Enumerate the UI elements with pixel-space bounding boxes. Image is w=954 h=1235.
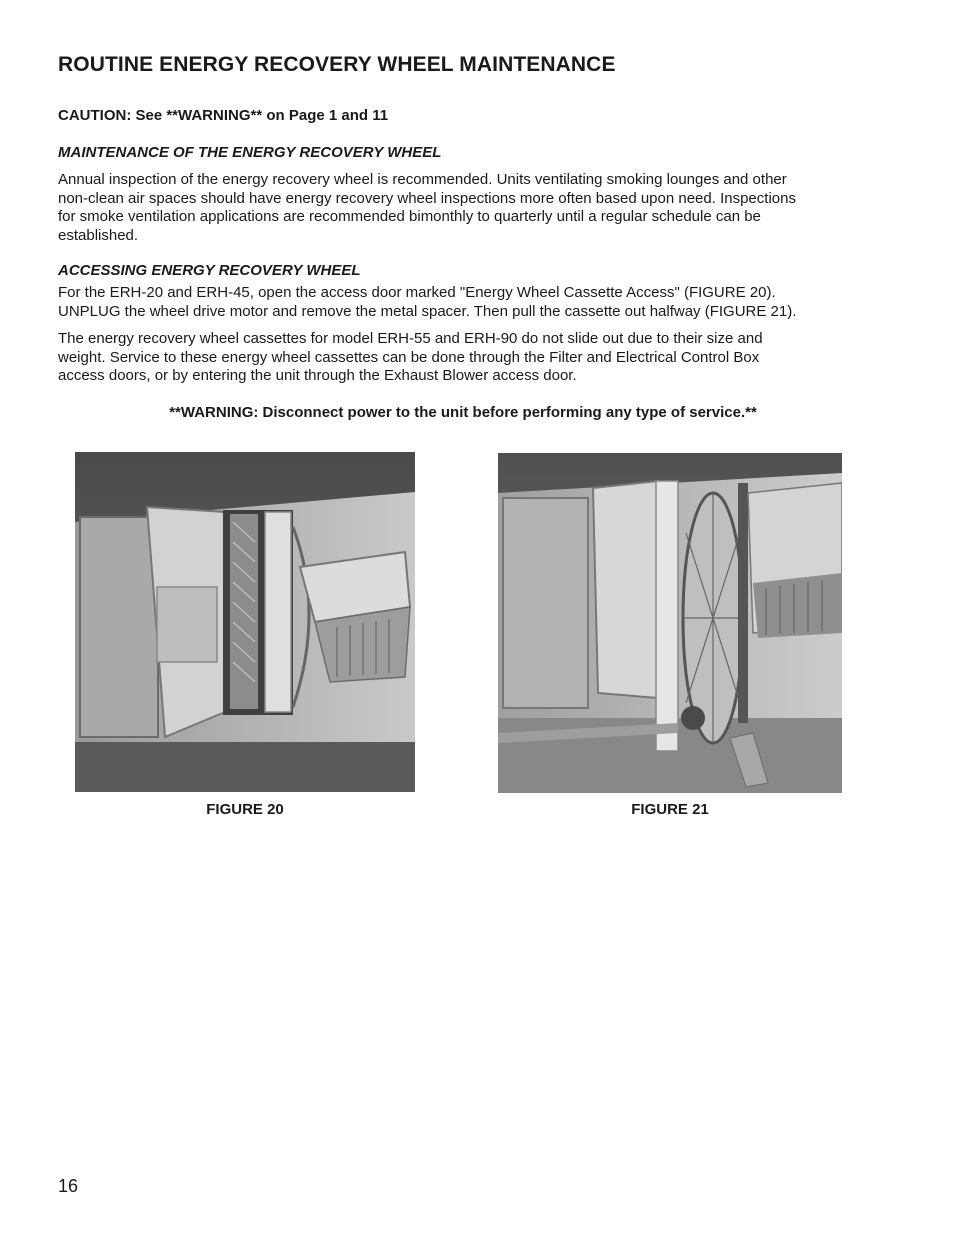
page-title: ROUTINE ENERGY RECOVERY WHEEL MAINTENANCE (58, 53, 616, 76)
figure-21-photo (498, 453, 842, 793)
service-warning: **WARNING: Disconnect power to the unit before performing any type of service.** (169, 404, 757, 421)
accessing-line: access doors, or by entering the unit through the Exhaust Blower access door. (58, 367, 577, 385)
figure-20-caption: FIGURE 20 (206, 801, 284, 818)
maintenance-line: non-clean air spaces should have energy recovery wheel inspections more often based upon need. Inspections (58, 189, 796, 207)
page-number: 16 (58, 1176, 79, 1196)
accessing-paragraph-1 (58, 284, 888, 321)
maintenance-line: Annual inspection of the energy recovery wheel is recommended. Units ventilating smoking lounges and other (58, 171, 787, 188)
accessing-line: The energy recovery wheel cassettes for model ERH-55 and ERH-90 do not slide out due to their size and (58, 330, 763, 347)
figure-21-caption: FIGURE 21 (631, 801, 709, 818)
accessing-line: UNPLUG the wheel drive motor and remove the metal spacer. Then pull the cassette out halfway (FIGURE 21). (58, 302, 797, 320)
maintenance-heading: MAINTENANCE OF THE ENERGY RECOVERY WHEEL (58, 144, 442, 161)
maintenance-line: for smoke ventilation applications are recommended bimonthly to quarterly until a regular schedule can be (58, 208, 761, 226)
accessing-paragraph-2 (58, 330, 888, 386)
maintenance-line: established. (58, 227, 139, 245)
maintenance-paragraph (58, 171, 888, 246)
figure-20-photo (75, 452, 415, 792)
accessing-line: For the ERH-20 and ERH-45, open the access door marked "Energy Wheel Cassette Access" (FIGURE 20). (58, 284, 776, 301)
accessing-line: weight. Service to these energy wheel cassettes can be done through the Filter and Electrical Control Box (58, 348, 760, 366)
caution-note: CAUTION: See **WARNING** on Page 1 and 11 (58, 107, 389, 124)
accessing-heading: ACCESSING ENERGY RECOVERY WHEEL (58, 262, 361, 279)
